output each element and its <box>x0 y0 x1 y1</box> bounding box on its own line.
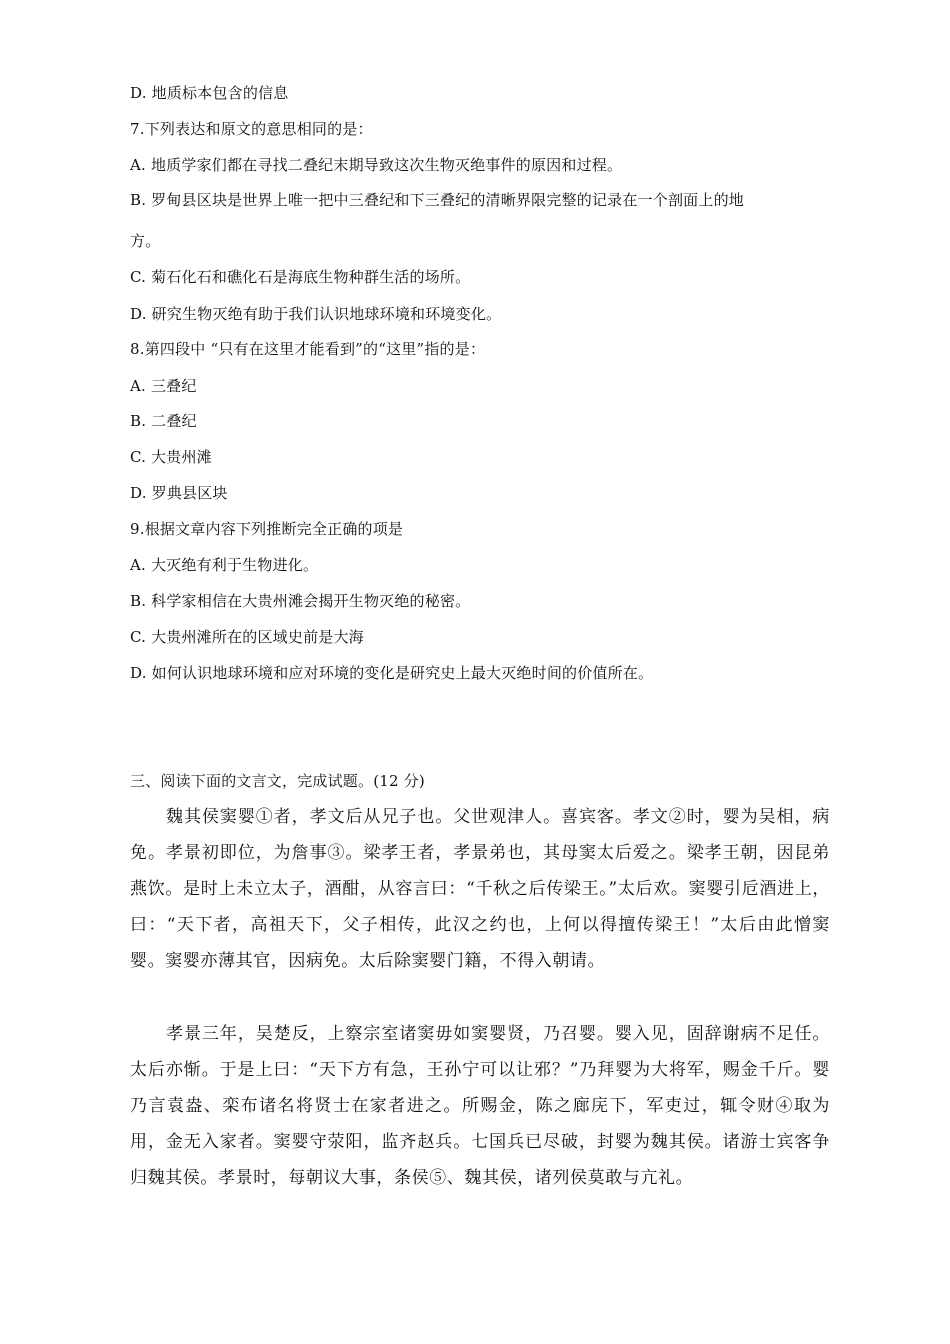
q9-stem: 9.根据文章内容下列推断完全正确的项是 <box>130 520 404 538</box>
q8-option-b: B. 二叠纪 <box>130 412 197 430</box>
q9-option-b: B. 科学家相信在大贵州滩会揭开生物灭绝的秘密。 <box>130 592 471 610</box>
q8-option-a: A. 三叠纪 <box>130 377 197 395</box>
classical-text-paragraph-2: 孝景三年，吴楚反，上察宗室诸窦毋如窦婴贤，乃召婴。婴入见，固辞谢病不足任。太后亦惭。于是上曰：“天下方有急，王孙宁可以让邪？”乃拜婴为大将军，赐金千斤。婴乃言袁盎、栾布诸名将贤士在家者进之。所赐金，陈之廊庑下，军吏过，辄令财④取为用，金无入家者。窦婴守荥阳，监齐赵兵。七国兵已尽破，封婴为魏其侯。诸游士宾客争归魏其侯。孝景时，每朝议大事，条侯⑤、魏其侯，诸列侯莫敢与亢礼。 <box>130 1024 830 1188</box>
q8-option-d: D. 罗典县区块 <box>130 484 228 502</box>
q8-option-c: C. 大贵州滩 <box>130 448 212 466</box>
q6-option-d: D. 地质标本包含的信息 <box>130 84 289 102</box>
q9-option-c: C. 大贵州滩所在的区域史前是大海 <box>130 628 364 646</box>
q7-option-b-line1: B. 罗甸县区块是世界上唯一把中三叠纪和下三叠纪的清晰界限完整的记录在一个剖面上的地 <box>130 191 744 209</box>
q9-option-a: A. 大灭绝有利于生物进化。 <box>130 556 319 574</box>
q9-option-d: D. 如何认识地球环境和应对环境的变化是研究史上最大灭绝时间的价值所在。 <box>130 664 654 682</box>
q7-option-d: D. 研究生物灭绝有助于我们认识地球环境和环境变化。 <box>130 305 502 323</box>
q7-option-c: C. 菊石化石和礁化石是海底生物种群生活的场所。 <box>130 268 471 286</box>
q8-stem: 8.第四段中 “只有在这里才能看到”的“这里”指的是： <box>130 340 486 358</box>
section3-heading: 三、阅读下面的文言文，完成试题。(12 分) <box>130 772 425 790</box>
q7-option-b-line2: 方。 <box>130 232 161 250</box>
q7-option-a: A. 地质学家们都在寻找二叠纪末期导致这次生物灭绝事件的原因和过程。 <box>130 156 623 174</box>
q7-stem: 7.下列表达和原文的意思相同的是： <box>130 120 373 138</box>
classical-text-paragraph-1: 魏其侯窦婴①者，孝文后从兄子也。父世观津人。喜宾客。孝文②时，婴为吴相，病免。孝景初即位，为詹事③。梁孝王者，孝景弟也，其母窦太后爱之。梁孝王朝，因昆弟燕饮。是时上未立太子，酒酣，从容言曰：“千秋之后传梁王。”太后欢。窦婴引卮酒进上，曰：“天下者，高祖天下，父子相传，此汉之约也，上何以得擅传梁王！”太后由此憎窦婴。窦婴亦薄其官，因病免。太后除窦婴门籍，不得入朝请。 <box>130 807 830 971</box>
